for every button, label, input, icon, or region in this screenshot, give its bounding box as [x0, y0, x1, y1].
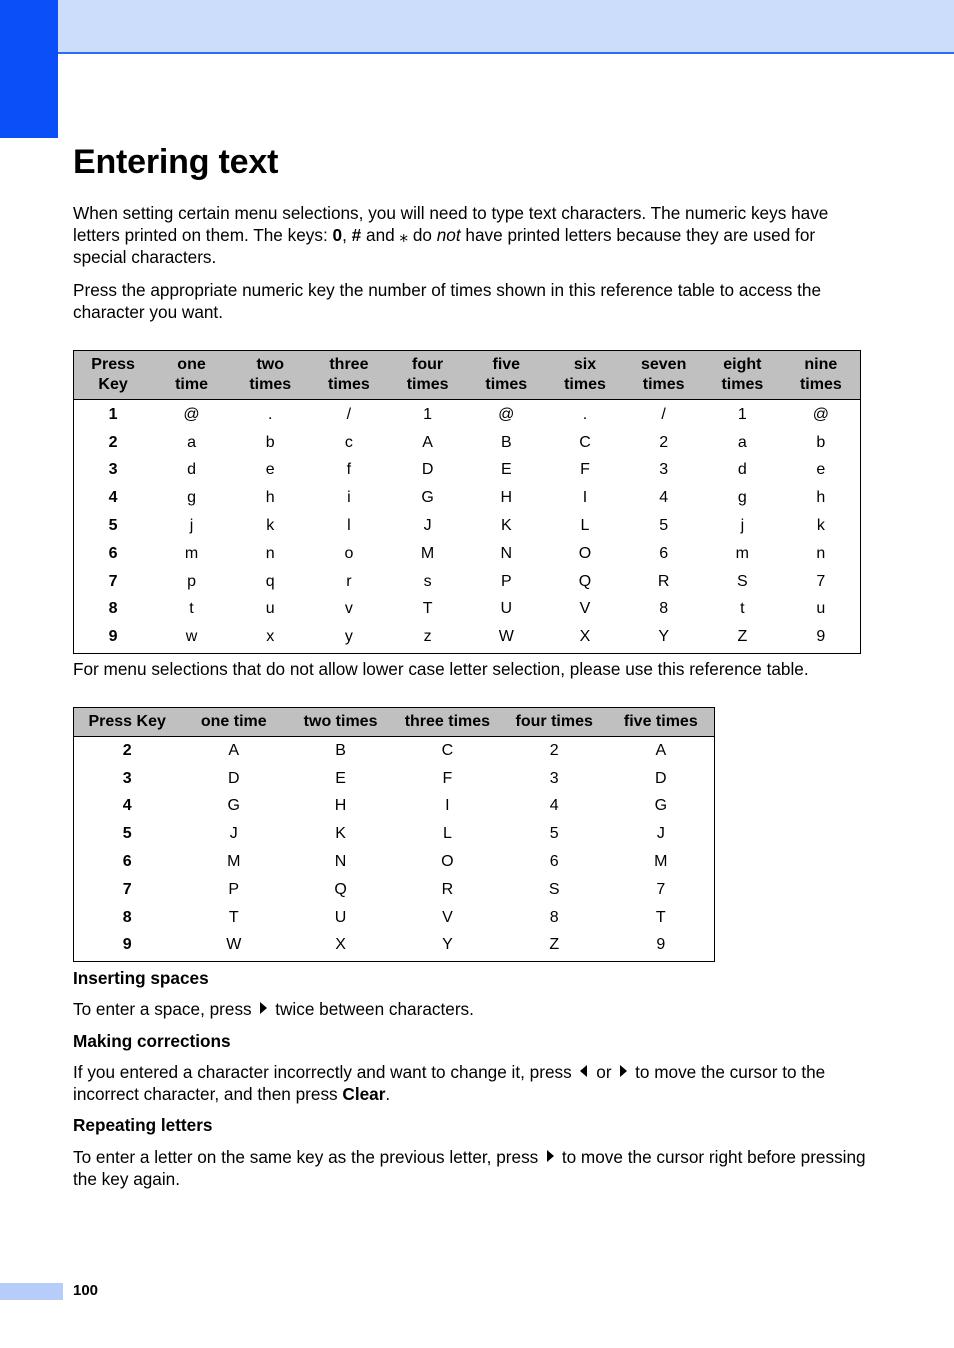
character-cell: Q	[578, 572, 592, 590]
character-cell: 3	[549, 769, 559, 787]
key-cell: 3	[122, 769, 132, 787]
uppercase-reference-table	[73, 707, 715, 962]
column-header-line: times	[249, 376, 292, 393]
character-cell: q	[265, 572, 275, 590]
column-header-line: two	[256, 356, 284, 373]
column-header	[152, 351, 231, 400]
character-cell: A	[655, 741, 667, 759]
character-cell: r	[346, 572, 352, 590]
character-cell: F	[580, 461, 590, 479]
column-header-line: nine	[804, 356, 838, 373]
column-header: two times	[287, 708, 394, 737]
character-cell: /	[346, 405, 352, 423]
corrections-text-end: .	[385, 1084, 391, 1104]
character-cell: D	[421, 461, 434, 479]
character-cell: g	[187, 489, 196, 507]
character-cell: 5	[659, 517, 669, 535]
column-header-line: six	[573, 356, 597, 373]
character-cell: I	[445, 797, 450, 815]
character-cell: I	[582, 489, 588, 507]
table-body	[74, 400, 861, 654]
character-cell: R	[441, 880, 454, 898]
column-header	[782, 351, 861, 400]
character-cell: y	[344, 628, 353, 646]
column-header-line: eight	[723, 356, 762, 373]
character-cell: w	[185, 628, 198, 646]
character-cell: Z	[549, 936, 560, 954]
intro-text-end: have printed letters because they are used for special characters.	[73, 225, 816, 267]
column-header	[624, 351, 703, 400]
key-cell: 7	[122, 880, 132, 898]
character-cell: G	[654, 797, 668, 815]
character-cell: M	[420, 544, 435, 562]
table-row	[74, 793, 715, 821]
character-cell: 1	[423, 405, 433, 423]
column-header-line: one	[177, 356, 206, 373]
character-cell: R	[657, 572, 670, 590]
repeating-letters-text	[73, 1146, 873, 1190]
key-cell: 2	[122, 741, 132, 759]
character-cell: 9	[816, 628, 826, 646]
character-cell: J	[423, 517, 432, 535]
character-cell: 7	[816, 572, 826, 590]
table-row	[74, 623, 861, 653]
character-cell: @	[498, 405, 515, 423]
column-header: four times	[501, 708, 608, 737]
character-cell: x	[266, 628, 275, 646]
character-cell: b	[816, 433, 826, 451]
character-cell: n	[265, 544, 275, 562]
column-header-line: three	[329, 356, 369, 373]
column-header	[231, 351, 310, 400]
table-row	[74, 568, 861, 596]
character-cell: X	[579, 628, 591, 646]
character-cell: .	[582, 405, 588, 423]
character-cell: W	[226, 936, 242, 954]
character-cell: i	[347, 489, 351, 507]
character-cell: C	[441, 741, 454, 759]
table-row	[74, 484, 861, 512]
character-cell: H	[334, 797, 347, 815]
column-header: Press Key	[74, 708, 181, 737]
character-cell: Z	[737, 628, 748, 646]
character-cell: E	[500, 461, 512, 479]
column-header: one time	[180, 708, 287, 737]
character-cell: P	[500, 572, 512, 590]
key-cell: 1	[108, 405, 118, 423]
key-hash: #	[351, 225, 362, 245]
column-header-line: times	[721, 376, 764, 393]
character-cell: A	[228, 741, 240, 759]
character-cell: V	[442, 908, 453, 926]
key-cell: 8	[122, 908, 132, 926]
character-cell: U	[334, 908, 347, 926]
character-cell: s	[423, 572, 432, 590]
character-cell: T	[228, 908, 239, 926]
character-cell: D	[227, 769, 240, 787]
character-cell: Y	[442, 936, 453, 954]
spaces-text-start: To enter a space, press	[73, 999, 257, 1019]
character-cell: m	[735, 544, 749, 562]
column-header-line: times	[642, 376, 685, 393]
character-cell: D	[655, 769, 667, 787]
intro-and: and	[361, 225, 400, 245]
column-header-line: times	[485, 376, 528, 393]
character-cell: E	[335, 769, 346, 787]
column-header-line: seven	[640, 356, 687, 373]
column-header: three times	[394, 708, 501, 737]
character-cell: N	[334, 853, 347, 871]
lowercase-reference-table	[73, 350, 861, 654]
character-cell: u	[265, 600, 275, 618]
character-cell: t	[740, 600, 745, 618]
character-cell: P	[228, 880, 240, 898]
character-cell: k	[266, 517, 275, 535]
table-row	[74, 932, 715, 962]
character-cell: M	[654, 853, 668, 871]
key-cell: 4	[122, 797, 132, 815]
page-title: Entering text	[73, 143, 279, 181]
intro-paragraph	[73, 202, 863, 268]
column-header	[74, 351, 153, 400]
character-cell: j	[740, 517, 745, 535]
character-cell: /	[661, 405, 666, 423]
table-body	[74, 737, 715, 962]
character-cell: 2	[549, 741, 559, 759]
character-cell: 6	[549, 853, 559, 871]
table-row	[74, 848, 715, 876]
character-cell: h	[816, 489, 826, 507]
character-cell: n	[816, 544, 826, 562]
chapter-tab	[0, 0, 58, 138]
character-cell: H	[500, 489, 513, 507]
character-cell: 6	[659, 544, 669, 562]
character-cell: m	[184, 544, 199, 562]
character-cell: S	[737, 572, 748, 590]
corrections-text-mid: to move the cursor to the incorrect character, and then press	[73, 1062, 826, 1104]
character-cell: B	[500, 433, 512, 451]
character-cell: 4	[549, 797, 559, 815]
inserting-spaces-heading: Inserting spaces	[73, 968, 209, 988]
character-cell: v	[344, 600, 353, 618]
character-cell: h	[265, 489, 275, 507]
key-cell: 2	[108, 433, 118, 451]
intro-not: not	[436, 225, 461, 245]
character-cell: c	[344, 433, 353, 451]
character-cell: M	[227, 853, 241, 871]
character-cell: t	[189, 600, 194, 618]
spaces-text-end: twice between characters.	[270, 999, 474, 1019]
character-cell: 5	[549, 825, 559, 843]
table-header-row	[74, 351, 861, 400]
corrections-text-start: If you entered a character incorrectly and want to change it, press	[73, 1062, 577, 1082]
character-cell: @	[183, 405, 200, 423]
table-row	[74, 820, 715, 848]
character-cell: J	[656, 825, 665, 843]
key-cell: 5	[108, 517, 118, 535]
key-cell: 6	[122, 853, 132, 871]
character-cell: 8	[659, 600, 669, 618]
column-header-line: times	[799, 376, 842, 393]
character-cell: C	[579, 433, 591, 451]
character-cell: T	[655, 908, 666, 926]
character-cell: B	[335, 741, 346, 759]
column-header-line: Key	[98, 376, 128, 393]
character-cell: T	[422, 600, 433, 618]
intro-text: When setting certain menu selections, you will need to type text characters. The numeric keys have letters printed on them. The keys:	[73, 203, 829, 245]
character-cell: u	[816, 600, 826, 618]
table-row	[74, 737, 715, 765]
character-cell: 3	[659, 461, 669, 479]
right-arrow-icon	[620, 1065, 627, 1077]
column-header: five times	[608, 708, 715, 737]
repeating-text-start: To enter a letter on the same key as the previous letter, press	[73, 1147, 544, 1167]
key-cell: 9	[108, 628, 118, 646]
character-cell: L	[442, 825, 452, 843]
character-cell: e	[816, 461, 826, 479]
footer-bar	[0, 1283, 63, 1300]
character-cell: z	[423, 628, 432, 646]
table-row	[74, 904, 715, 932]
star-key-icon: ⁎	[399, 225, 409, 245]
table-header-row	[74, 708, 715, 737]
character-cell: G	[227, 797, 240, 815]
character-cell: 9	[656, 936, 666, 954]
column-header	[546, 351, 625, 400]
character-cell: A	[422, 433, 433, 451]
character-cell: V	[579, 600, 591, 618]
key-cell: 5	[122, 825, 132, 843]
page-number: 100	[73, 1282, 99, 1299]
column-header	[310, 351, 389, 400]
character-cell: p	[187, 572, 196, 590]
table-row	[74, 596, 861, 624]
column-header-line: times	[328, 376, 370, 393]
character-cell: b	[265, 433, 275, 451]
character-cell: e	[265, 461, 275, 479]
key-cell: 3	[108, 461, 118, 479]
clear-key-label: Clear	[342, 1084, 386, 1104]
character-cell: a	[187, 433, 196, 451]
character-cell: K	[335, 825, 346, 843]
key-cell: 6	[108, 544, 118, 562]
character-cell: a	[737, 433, 747, 451]
column-header-line: time	[175, 376, 208, 393]
character-cell: .	[267, 405, 273, 423]
character-cell: J	[229, 825, 238, 843]
table-row	[74, 540, 861, 568]
column-header	[467, 351, 546, 400]
inserting-spaces-text	[73, 998, 863, 1020]
table-row	[74, 512, 861, 540]
character-cell: G	[421, 489, 434, 507]
character-cell: k	[816, 517, 825, 535]
repeating-text-end: to move the cursor right before pressing the key again.	[73, 1147, 866, 1189]
intro-comma: ,	[342, 225, 352, 245]
character-cell: f	[346, 461, 352, 479]
character-cell: d	[737, 461, 747, 479]
character-cell: 7	[656, 880, 666, 898]
character-cell: S	[548, 880, 560, 898]
key-zero: 0	[332, 225, 343, 245]
column-header-line: five	[492, 356, 521, 373]
key-cell: 9	[122, 936, 132, 954]
character-cell: W	[498, 628, 514, 646]
character-cell: 4	[659, 489, 669, 507]
making-corrections-text	[73, 1061, 873, 1105]
uppercase-note: For menu selections that do not allow lower case letter selection, please use this reference table.	[73, 659, 809, 679]
table-row	[74, 429, 861, 457]
character-cell: K	[500, 517, 512, 535]
right-arrow-icon	[547, 1150, 554, 1162]
intro-do: do	[408, 225, 437, 245]
character-cell: 8	[549, 908, 559, 926]
table-row	[74, 765, 715, 793]
making-corrections-heading: Making corrections	[73, 1031, 231, 1051]
character-cell: F	[442, 769, 453, 787]
instruction-paragraph: Press the appropriate numeric key the number of times shown in this reference table to access the character you want.	[73, 280, 822, 322]
character-cell: N	[500, 544, 513, 562]
table-row	[74, 457, 861, 485]
left-arrow-icon	[580, 1065, 587, 1077]
character-cell: j	[189, 517, 194, 535]
character-cell: @	[812, 405, 829, 423]
corrections-or: or	[591, 1062, 617, 1082]
column-header	[388, 351, 467, 400]
right-arrow-icon	[260, 1002, 267, 1014]
character-cell: o	[344, 544, 354, 562]
column-header-line: Press	[91, 356, 135, 373]
column-header-line: times	[564, 376, 606, 393]
character-cell: Y	[658, 628, 669, 646]
repeating-letters-heading: Repeating letters	[73, 1115, 213, 1135]
table-row	[74, 400, 861, 429]
key-cell: 4	[108, 489, 118, 507]
character-cell: X	[335, 936, 346, 954]
column-header-line: four	[412, 356, 444, 373]
character-cell: 1	[737, 405, 747, 423]
character-cell: O	[441, 853, 454, 871]
character-cell: g	[737, 489, 747, 507]
character-cell: d	[187, 461, 196, 479]
character-cell: 2	[659, 433, 669, 451]
column-header-line: times	[406, 376, 449, 393]
character-cell: L	[580, 517, 590, 535]
header-band	[58, 0, 954, 54]
key-cell: 8	[108, 600, 118, 618]
character-cell: O	[578, 544, 592, 562]
character-cell: Q	[334, 880, 347, 898]
table-row	[74, 876, 715, 904]
character-cell: U	[500, 600, 513, 618]
key-cell: 7	[108, 572, 118, 590]
character-cell: l	[347, 517, 351, 535]
column-header	[703, 351, 782, 400]
